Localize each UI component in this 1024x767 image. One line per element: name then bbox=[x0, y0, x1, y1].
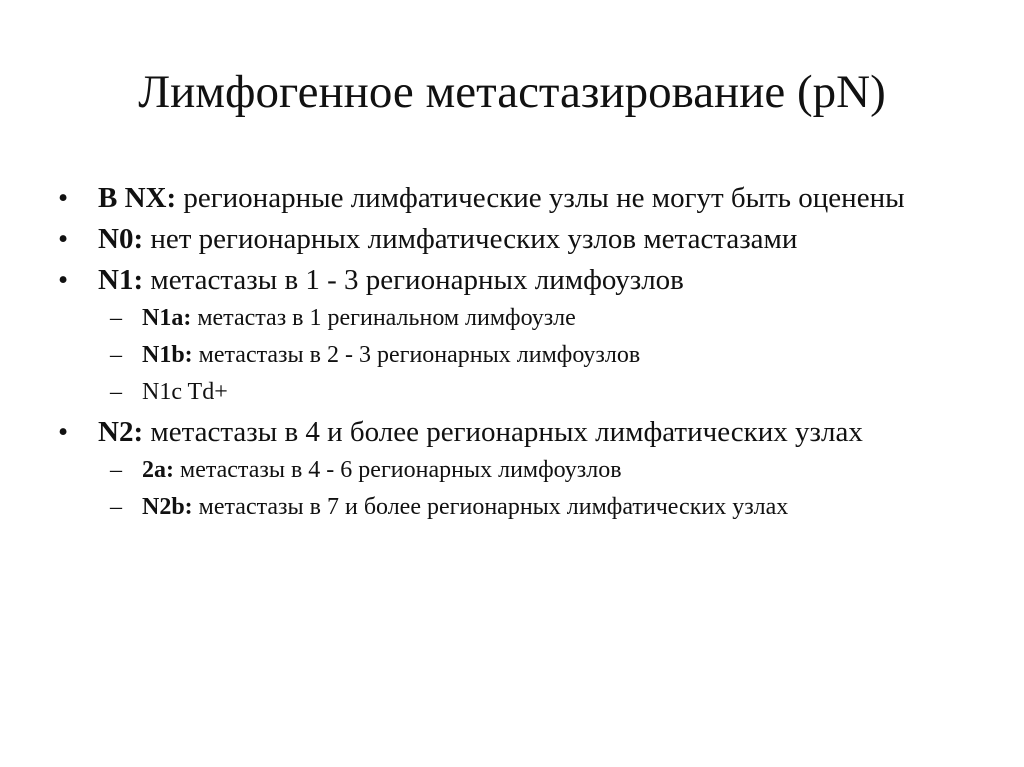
sub-item-term: N1b: bbox=[142, 342, 193, 368]
sub-item-term: N1a: bbox=[142, 305, 192, 331]
sub-item-text: N1c Td+ bbox=[142, 379, 228, 405]
bullet-dot-icon: • bbox=[58, 223, 69, 255]
slide-title: Лимфогенное метастазирование (pN) bbox=[138, 66, 886, 118]
sub-item-term: 2a: bbox=[142, 457, 174, 483]
sub-list bbox=[56, 457, 986, 521]
sub-item bbox=[56, 379, 986, 406]
sub-item bbox=[56, 342, 986, 369]
sub-item-text: метастазы в 2 - 3 регионарных лимфоузлов bbox=[192, 342, 641, 368]
dash-icon: – bbox=[110, 342, 122, 368]
item-term: N2: bbox=[98, 416, 144, 448]
sub-item bbox=[56, 494, 986, 521]
sub-item bbox=[56, 305, 986, 332]
bullet-item-n1 bbox=[56, 264, 986, 297]
dash-icon: – bbox=[110, 494, 122, 520]
item-text: нет регионарных лимфатических узлов метастазами bbox=[143, 223, 798, 255]
item-term: В NX: bbox=[98, 182, 177, 214]
sub-item-text: метастаз в 1 регинальном лимфоузле bbox=[191, 305, 576, 331]
item-text: метастазы в 1 - 3 регионарных лимфоузлов bbox=[143, 264, 684, 296]
bullet-dot-icon: • bbox=[58, 264, 69, 296]
item-text: регионарные лимфатические узлы не могут быть оценены bbox=[176, 182, 905, 214]
bullet-item-n0 bbox=[56, 223, 986, 256]
item-text: метастазы в 4 и более регионарных лимфатических узлах bbox=[143, 416, 863, 448]
bullet-item-nx bbox=[56, 182, 986, 215]
bullet-dot-icon: • bbox=[58, 416, 69, 448]
bullet-dot-icon: • bbox=[58, 182, 69, 214]
dash-icon: – bbox=[110, 457, 122, 483]
dash-icon: – bbox=[110, 379, 122, 405]
sub-item bbox=[56, 457, 986, 484]
bullet-list bbox=[56, 182, 986, 531]
dash-icon: – bbox=[110, 305, 122, 331]
sub-item-text: метастазы в 7 и более регионарных лимфатических узлах bbox=[192, 494, 789, 520]
sub-item-term: N2b: bbox=[142, 494, 193, 520]
item-term: N1: bbox=[98, 264, 144, 296]
item-term: N0: bbox=[98, 223, 144, 255]
sub-list bbox=[56, 305, 986, 406]
bullet-item-n2 bbox=[56, 416, 986, 449]
sub-item-text: метастазы в 4 - 6 регионарных лимфоузлов bbox=[174, 457, 622, 483]
